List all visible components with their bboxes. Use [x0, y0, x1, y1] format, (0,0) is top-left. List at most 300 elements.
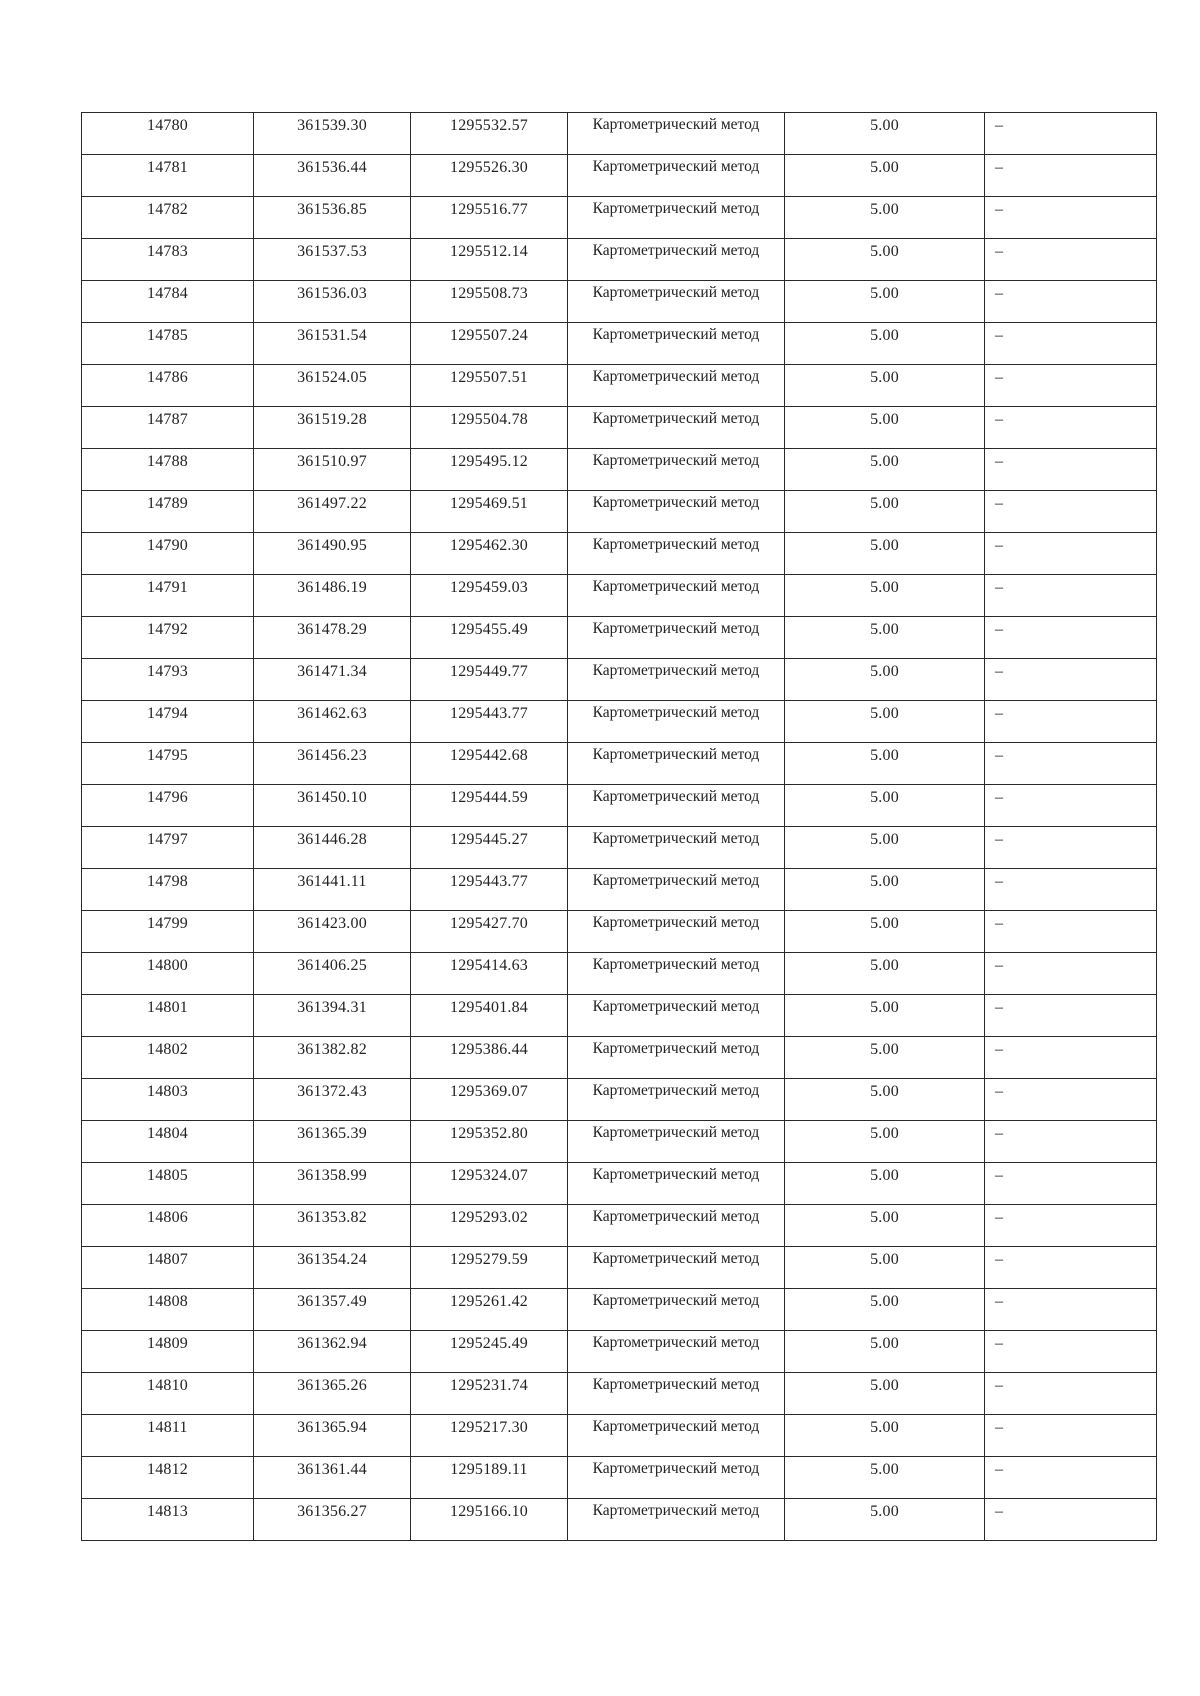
- point-number-cell: [82, 533, 254, 575]
- note: –: [995, 201, 1003, 218]
- note: –: [995, 831, 1003, 848]
- note-cell: [985, 281, 1157, 323]
- note-cell: [985, 491, 1157, 533]
- y-coordinate-cell: [411, 1037, 568, 1079]
- note: –: [995, 411, 1003, 428]
- point-number-cell: [82, 785, 254, 827]
- mean-square-error: 5.00: [870, 1293, 899, 1310]
- y-coordinate-cell: [411, 701, 568, 743]
- y-coordinate-cell: [411, 995, 568, 1037]
- x-coordinate-cell: [254, 323, 411, 365]
- note-cell: [985, 1037, 1157, 1079]
- point-number-cell: [82, 659, 254, 701]
- point-number-cell: [82, 365, 254, 407]
- note-cell: [985, 575, 1157, 617]
- method: Картометрический метод: [592, 746, 760, 763]
- point-number: 14811: [147, 1419, 188, 1436]
- y-coordinate: 1295386.44: [450, 1041, 528, 1058]
- point-number-cell: [82, 575, 254, 617]
- x-coordinate: 361510.97: [297, 453, 367, 470]
- table-row: [82, 659, 1157, 701]
- point-number: 14791: [147, 579, 188, 596]
- note-cell: [985, 1457, 1157, 1499]
- method: Картометрический метод: [592, 914, 760, 931]
- point-number-cell: [82, 1499, 254, 1541]
- x-coordinate-cell: [254, 617, 411, 659]
- method: Картометрический метод: [592, 242, 760, 259]
- table-row: [82, 1457, 1157, 1499]
- method-cell: [568, 491, 785, 533]
- y-coordinate: 1295455.49: [450, 621, 528, 638]
- point-number: 14795: [147, 747, 188, 764]
- note-cell: [985, 1289, 1157, 1331]
- y-coordinate: 1295427.70: [450, 915, 528, 932]
- x-coordinate-cell: [254, 1205, 411, 1247]
- note: –: [995, 327, 1003, 344]
- x-coordinate: 361446.28: [297, 831, 367, 848]
- x-coordinate: 361462.63: [297, 705, 367, 722]
- note: –: [995, 537, 1003, 554]
- method: Картометрический метод: [592, 284, 760, 301]
- method-cell: [568, 1037, 785, 1079]
- table-row: [82, 281, 1157, 323]
- note-cell: [985, 869, 1157, 911]
- point-number: 14813: [147, 1503, 188, 1520]
- point-number-cell: [82, 1037, 254, 1079]
- x-coordinate-cell: [254, 743, 411, 785]
- y-coordinate: 1295189.11: [450, 1461, 528, 1478]
- x-coordinate: 361358.99: [297, 1167, 367, 1184]
- y-coordinate-cell: [411, 1373, 568, 1415]
- x-coordinate-cell: [254, 1415, 411, 1457]
- note-cell: [985, 659, 1157, 701]
- x-coordinate: 361353.82: [297, 1209, 367, 1226]
- x-coordinate-cell: [254, 533, 411, 575]
- table-row: [82, 155, 1157, 197]
- x-coordinate: 361382.82: [297, 1041, 367, 1058]
- note: –: [995, 915, 1003, 932]
- note: –: [995, 1083, 1003, 1100]
- y-coordinate-cell: [411, 407, 568, 449]
- note: –: [995, 495, 1003, 512]
- y-coordinate: 1295324.07: [450, 1167, 528, 1184]
- y-coordinate-cell: [411, 659, 568, 701]
- note-cell: [985, 911, 1157, 953]
- y-coordinate: 1295442.68: [450, 747, 528, 764]
- method-cell: [568, 155, 785, 197]
- point-number: 14789: [147, 495, 188, 512]
- y-coordinate-cell: [411, 1121, 568, 1163]
- y-coordinate: 1295245.49: [450, 1335, 528, 1352]
- method-cell: [568, 827, 785, 869]
- method: Картометрический метод: [592, 368, 760, 385]
- error-cell: [785, 1121, 985, 1163]
- mean-square-error: 5.00: [870, 747, 899, 764]
- y-coordinate: 1295443.77: [450, 705, 528, 722]
- y-coordinate: 1295231.74: [450, 1377, 528, 1394]
- y-coordinate: 1295516.77: [450, 201, 528, 218]
- method: Картометрический метод: [592, 452, 760, 469]
- point-number: 14790: [147, 537, 188, 554]
- note-cell: [985, 995, 1157, 1037]
- x-coordinate-cell: [254, 785, 411, 827]
- x-coordinate: 361394.31: [297, 999, 367, 1016]
- y-coordinate: 1295166.10: [450, 1503, 528, 1520]
- point-number-cell: [82, 491, 254, 533]
- x-coordinate-cell: [254, 575, 411, 617]
- note: –: [995, 1461, 1003, 1478]
- note-cell: [985, 113, 1157, 155]
- method-cell: [568, 1289, 785, 1331]
- mean-square-error: 5.00: [870, 1083, 899, 1100]
- x-coordinate-cell: [254, 1247, 411, 1289]
- method: Картометрический метод: [592, 1250, 760, 1267]
- x-coordinate: 361406.25: [297, 957, 367, 974]
- mean-square-error: 5.00: [870, 1419, 899, 1436]
- method: Картометрический метод: [592, 1082, 760, 1099]
- x-coordinate: 361356.27: [297, 1503, 367, 1520]
- y-coordinate: 1295443.77: [450, 873, 528, 890]
- method-cell: [568, 1415, 785, 1457]
- note: –: [995, 789, 1003, 806]
- method: Картометрический метод: [592, 494, 760, 511]
- method: Картометрический метод: [592, 578, 760, 595]
- method: Картометрический метод: [592, 116, 760, 133]
- error-cell: [785, 239, 985, 281]
- table-row: [82, 953, 1157, 995]
- point-number-cell: [82, 701, 254, 743]
- x-coordinate: 361537.53: [297, 243, 367, 260]
- y-coordinate-cell: [411, 1163, 568, 1205]
- point-number: 14781: [147, 159, 188, 176]
- table-row: [82, 323, 1157, 365]
- error-cell: [785, 659, 985, 701]
- point-number-cell: [82, 617, 254, 659]
- x-coordinate-cell: [254, 281, 411, 323]
- x-coordinate-cell: [254, 155, 411, 197]
- y-coordinate: 1295508.73: [450, 285, 528, 302]
- y-coordinate-cell: [411, 743, 568, 785]
- x-coordinate: 361486.19: [297, 579, 367, 596]
- method-cell: [568, 1457, 785, 1499]
- table-row: [82, 1205, 1157, 1247]
- method-cell: [568, 743, 785, 785]
- error-cell: [785, 1373, 985, 1415]
- x-coordinate: 361362.94: [297, 1335, 367, 1352]
- point-number-cell: [82, 281, 254, 323]
- mean-square-error: 5.00: [870, 495, 899, 512]
- y-coordinate: 1295217.30: [450, 1419, 528, 1436]
- method-cell: [568, 953, 785, 995]
- note-cell: [985, 365, 1157, 407]
- method: Картометрический метод: [592, 872, 760, 889]
- y-coordinate: 1295469.51: [450, 495, 528, 512]
- point-number: 14787: [147, 411, 188, 428]
- error-cell: [785, 533, 985, 575]
- point-number: 14793: [147, 663, 188, 680]
- y-coordinate-cell: [411, 155, 568, 197]
- method-cell: [568, 785, 785, 827]
- method: Картометрический метод: [592, 1208, 760, 1225]
- table-row: [82, 785, 1157, 827]
- note-cell: [985, 1499, 1157, 1541]
- note-cell: [985, 449, 1157, 491]
- method-cell: [568, 617, 785, 659]
- note-cell: [985, 1331, 1157, 1373]
- mean-square-error: 5.00: [870, 369, 899, 386]
- x-coordinate: 361361.44: [297, 1461, 367, 1478]
- error-cell: [785, 449, 985, 491]
- table-row: [82, 1373, 1157, 1415]
- note: –: [995, 1209, 1003, 1226]
- error-cell: [785, 407, 985, 449]
- note-cell: [985, 197, 1157, 239]
- y-coordinate: 1295495.12: [450, 453, 528, 470]
- mean-square-error: 5.00: [870, 1041, 899, 1058]
- x-coordinate-cell: [254, 239, 411, 281]
- method: Картометрический метод: [592, 1334, 760, 1351]
- mean-square-error: 5.00: [870, 1377, 899, 1394]
- point-number: 14796: [147, 789, 188, 806]
- method: Картометрический метод: [592, 1292, 760, 1309]
- note: –: [995, 369, 1003, 386]
- mean-square-error: 5.00: [870, 621, 899, 638]
- note: –: [995, 1125, 1003, 1142]
- table-row: [82, 197, 1157, 239]
- note-cell: [985, 1163, 1157, 1205]
- coordinates-table: [81, 112, 1157, 1541]
- mean-square-error: 5.00: [870, 957, 899, 974]
- table-row: [82, 1499, 1157, 1541]
- method: Картометрический метод: [592, 662, 760, 679]
- error-cell: [785, 113, 985, 155]
- point-number: 14810: [147, 1377, 188, 1394]
- note: –: [995, 1293, 1003, 1310]
- y-coordinate-cell: [411, 1247, 568, 1289]
- table-row: [82, 449, 1157, 491]
- error-cell: [785, 869, 985, 911]
- error-cell: [785, 911, 985, 953]
- point-number: 14807: [147, 1251, 188, 1268]
- point-number: 14794: [147, 705, 188, 722]
- x-coordinate: 361531.54: [297, 327, 367, 344]
- error-cell: [785, 491, 985, 533]
- point-number-cell: [82, 1247, 254, 1289]
- y-coordinate: 1295293.02: [450, 1209, 528, 1226]
- mean-square-error: 5.00: [870, 999, 899, 1016]
- note: –: [995, 1251, 1003, 1268]
- x-coordinate: 361497.22: [297, 495, 367, 512]
- error-cell: [785, 785, 985, 827]
- point-number: 14802: [147, 1041, 188, 1058]
- x-coordinate: 361354.24: [297, 1251, 367, 1268]
- note-cell: [985, 1121, 1157, 1163]
- y-coordinate: 1295352.80: [450, 1125, 528, 1142]
- method-cell: [568, 1163, 785, 1205]
- y-coordinate-cell: [411, 281, 568, 323]
- point-number-cell: [82, 1121, 254, 1163]
- note-cell: [985, 323, 1157, 365]
- point-number: 14803: [147, 1083, 188, 1100]
- y-coordinate: 1295507.24: [450, 327, 528, 344]
- x-coordinate-cell: [254, 407, 411, 449]
- x-coordinate-cell: [254, 953, 411, 995]
- error-cell: [785, 323, 985, 365]
- method-cell: [568, 659, 785, 701]
- point-number: 14808: [147, 1293, 188, 1310]
- x-coordinate: 361441.11: [297, 873, 367, 890]
- note-cell: [985, 239, 1157, 281]
- point-number-cell: [82, 953, 254, 995]
- table-row: [82, 1163, 1157, 1205]
- point-number: 14800: [147, 957, 188, 974]
- x-coordinate-cell: [254, 365, 411, 407]
- error-cell: [785, 1079, 985, 1121]
- method-cell: [568, 197, 785, 239]
- y-coordinate-cell: [411, 785, 568, 827]
- x-coordinate: 361536.03: [297, 285, 367, 302]
- mean-square-error: 5.00: [870, 1251, 899, 1268]
- note-cell: [985, 1415, 1157, 1457]
- method-cell: [568, 1331, 785, 1373]
- x-coordinate-cell: [254, 1121, 411, 1163]
- point-number-cell: [82, 995, 254, 1037]
- mean-square-error: 5.00: [870, 411, 899, 428]
- error-cell: [785, 743, 985, 785]
- error-cell: [785, 1289, 985, 1331]
- mean-square-error: 5.00: [870, 1209, 899, 1226]
- table-row: [82, 1247, 1157, 1289]
- table-row: [82, 701, 1157, 743]
- method: Картометрический метод: [592, 326, 760, 343]
- method-cell: [568, 1121, 785, 1163]
- y-coordinate: 1295462.30: [450, 537, 528, 554]
- x-coordinate-cell: [254, 659, 411, 701]
- table-row: [82, 113, 1157, 155]
- y-coordinate-cell: [411, 617, 568, 659]
- error-cell: [785, 617, 985, 659]
- x-coordinate-cell: [254, 1373, 411, 1415]
- method: Картометрический метод: [592, 1502, 760, 1519]
- y-coordinate: 1295444.59: [450, 789, 528, 806]
- y-coordinate: 1295507.51: [450, 369, 528, 386]
- x-coordinate-cell: [254, 1331, 411, 1373]
- note-cell: [985, 407, 1157, 449]
- y-coordinate-cell: [411, 869, 568, 911]
- method: Картометрический метод: [592, 1166, 760, 1183]
- error-cell: [785, 281, 985, 323]
- table-row: [82, 491, 1157, 533]
- point-number-cell: [82, 155, 254, 197]
- note-cell: [985, 533, 1157, 575]
- note: –: [995, 873, 1003, 890]
- mean-square-error: 5.00: [870, 873, 899, 890]
- mean-square-error: 5.00: [870, 1503, 899, 1520]
- point-number-cell: [82, 197, 254, 239]
- method: Картометрический метод: [592, 788, 760, 805]
- x-coordinate: 361478.29: [297, 621, 367, 638]
- x-coordinate: 361490.95: [297, 537, 367, 554]
- x-coordinate-cell: [254, 197, 411, 239]
- y-coordinate: 1295449.77: [450, 663, 528, 680]
- method-cell: [568, 1205, 785, 1247]
- coordinates-table-body: [82, 113, 1157, 1541]
- method-cell: [568, 113, 785, 155]
- table-row: [82, 1121, 1157, 1163]
- point-number-cell: [82, 1163, 254, 1205]
- note-cell: [985, 1205, 1157, 1247]
- note: –: [995, 1377, 1003, 1394]
- note: –: [995, 747, 1003, 764]
- note: –: [995, 1503, 1003, 1520]
- x-coordinate: 361450.10: [297, 789, 367, 806]
- point-number: 14783: [147, 243, 188, 260]
- error-cell: [785, 155, 985, 197]
- point-number-cell: [82, 869, 254, 911]
- error-cell: [785, 197, 985, 239]
- note: –: [995, 705, 1003, 722]
- method-cell: [568, 701, 785, 743]
- table-row: [82, 1037, 1157, 1079]
- note: –: [995, 159, 1003, 176]
- table-row: [82, 911, 1157, 953]
- table-row: [82, 407, 1157, 449]
- x-coordinate: 361536.85: [297, 201, 367, 218]
- x-coordinate: 361524.05: [297, 369, 367, 386]
- x-coordinate-cell: [254, 1079, 411, 1121]
- y-coordinate-cell: [411, 1499, 568, 1541]
- point-number: 14801: [147, 999, 188, 1016]
- method: Картометрический метод: [592, 200, 760, 217]
- mean-square-error: 5.00: [870, 117, 899, 134]
- y-coordinate: 1295261.42: [450, 1293, 528, 1310]
- point-number: 14809: [147, 1335, 188, 1352]
- y-coordinate-cell: [411, 365, 568, 407]
- x-coordinate-cell: [254, 827, 411, 869]
- method: Картометрический метод: [592, 1040, 760, 1057]
- y-coordinate: 1295532.57: [450, 117, 528, 134]
- point-number-cell: [82, 743, 254, 785]
- point-number-cell: [82, 323, 254, 365]
- table-row: [82, 365, 1157, 407]
- method-cell: [568, 911, 785, 953]
- mean-square-error: 5.00: [870, 1125, 899, 1142]
- x-coordinate: 361536.44: [297, 159, 367, 176]
- x-coordinate-cell: [254, 449, 411, 491]
- point-number: 14798: [147, 873, 188, 890]
- note-cell: [985, 155, 1157, 197]
- table-row: [82, 743, 1157, 785]
- point-number: 14780: [147, 117, 188, 134]
- y-coordinate: 1295279.59: [450, 1251, 528, 1268]
- table-row: [82, 1331, 1157, 1373]
- note: –: [995, 579, 1003, 596]
- table-row: [82, 995, 1157, 1037]
- note: –: [995, 621, 1003, 638]
- note: –: [995, 285, 1003, 302]
- x-coordinate: 361365.94: [297, 1419, 367, 1436]
- mean-square-error: 5.00: [870, 453, 899, 470]
- y-coordinate-cell: [411, 575, 568, 617]
- method-cell: [568, 449, 785, 491]
- method: Картометрический метод: [592, 1418, 760, 1435]
- table-row: [82, 869, 1157, 911]
- x-coordinate-cell: [254, 113, 411, 155]
- y-coordinate: 1295369.07: [450, 1083, 528, 1100]
- y-coordinate-cell: [411, 911, 568, 953]
- point-number: 14784: [147, 285, 188, 302]
- x-coordinate-cell: [254, 995, 411, 1037]
